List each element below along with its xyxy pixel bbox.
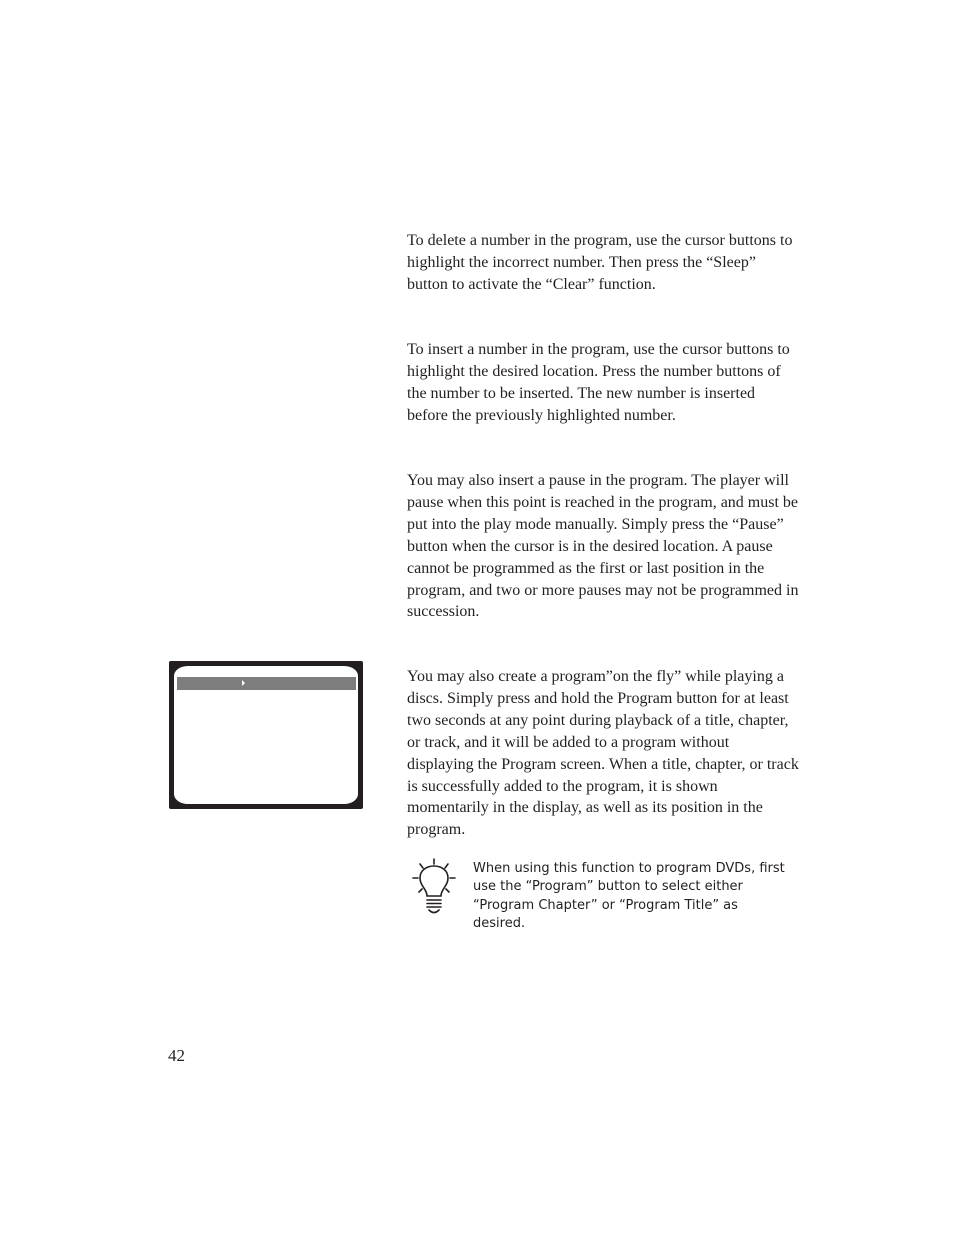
paragraph-insert-number: To insert a number in the program, use the cursor buttons to highlight the desired location. Press the number buttons of the number to be inserted. The new number is inserted before the previously highlighted number. (407, 341, 790, 424)
screen-display (174, 666, 358, 804)
screen-highlight-bar (177, 677, 356, 690)
paragraph-delete-number: To delete a number in the program, use the cursor buttons to highlight the incorrect number. Then press the “Sleep” button to activate the “Clear” function. (407, 232, 793, 293)
tip-text: When using this function to program DVDs, first use the “Program” button to select either “Program Chapter” or “Program Title” as desired. (473, 861, 785, 931)
paragraph-program-on-the-fly: You may also create a program”on the fly” while playing a discs. Simply press and hold the Program button for at least two seconds at any point during playback of a title, chapter, or track, and it will be added to a program without displaying the Program screen. When a title, chapter, or track is successfully added to the program, it is shown momentarily in the display, as well as its position in the program. (407, 668, 799, 839)
lightbulb-icon (412, 858, 456, 916)
paragraph-insert-pause: You may also insert a pause in the program. The player will pause when this point is reached in the program, and must be put into the play mode manually. Simply press the “Pause” button when the cursor is in the desired location. A pause cannot be programmed as the first or last position in the program, and two or more pauses may not be programmed in succession. (407, 472, 799, 621)
cursor-arrow-icon (242, 680, 245, 686)
tv-screen-icon (169, 661, 363, 809)
page-number: 42 (168, 1046, 185, 1065)
